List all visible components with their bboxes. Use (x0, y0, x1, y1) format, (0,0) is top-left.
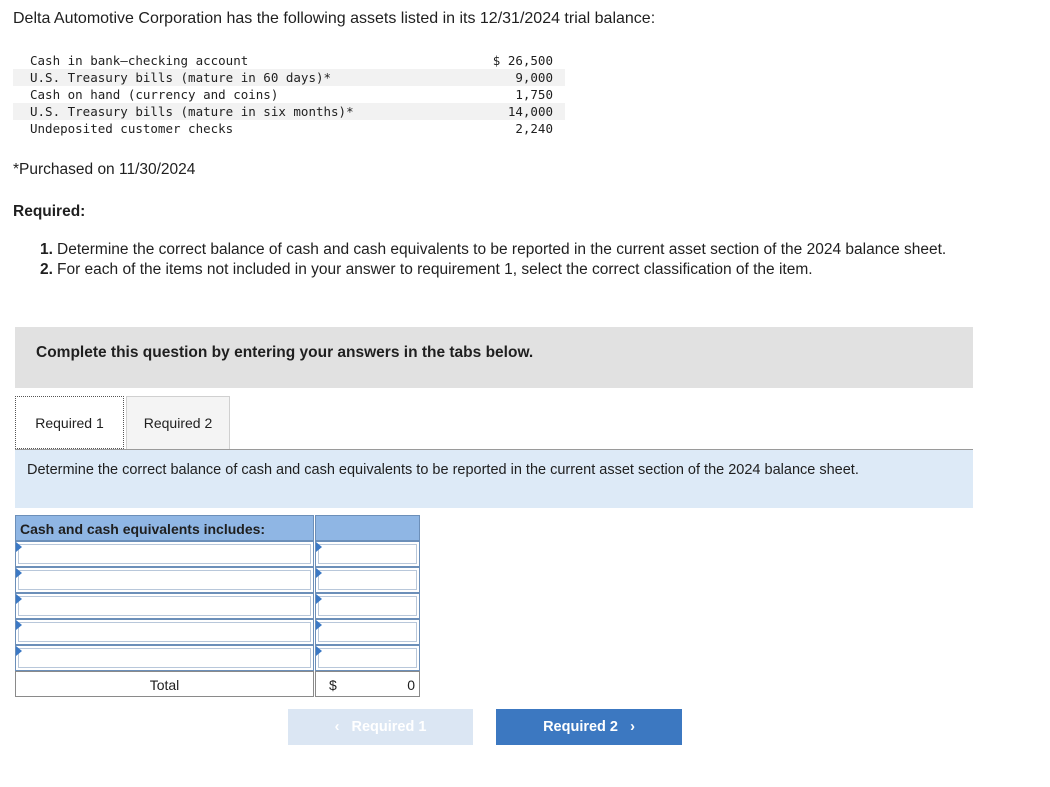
item-cell (15, 645, 314, 671)
grid-header-row (15, 515, 420, 541)
requirement-item (40, 260, 1040, 280)
total-value-cell (315, 671, 420, 697)
total-row (15, 671, 420, 697)
total-value: 0 (407, 677, 415, 693)
ledger-label: Cash in bank—checking account (30, 53, 249, 68)
item-cell (15, 567, 314, 593)
amount-input[interactable] (318, 648, 417, 668)
requirements-list (40, 240, 1040, 280)
input-flag-icon (316, 646, 322, 656)
ledger-row (13, 52, 565, 69)
grid-header-label: Cash and cash equivalents includes: (15, 515, 314, 541)
prev-button-label: Required 1 (351, 719, 427, 735)
item-input[interactable] (18, 544, 311, 564)
ledger-row (13, 120, 565, 137)
chevron-left-icon: ‹ (334, 719, 340, 735)
ledger-row (13, 69, 565, 86)
tab-required-1[interactable]: Required 1 (15, 396, 124, 449)
input-flag-icon (16, 646, 22, 656)
amount-input[interactable] (318, 570, 417, 590)
input-flag-icon (16, 620, 22, 630)
problem-intro: Delta Automotive Corporation has the following assets listed in its 12/31/2024 trial balance: (13, 10, 656, 27)
requirement-text: For each of the items not included in your answer to requirement 1, select the correct classification of the item. (57, 261, 813, 278)
ledger-amount: 9,000 (515, 70, 553, 85)
ledger-amount: 2,240 (515, 121, 553, 136)
amount-input[interactable] (318, 596, 417, 616)
chevron-right-icon: › (630, 719, 635, 735)
required-heading: Required: (13, 203, 86, 220)
footnote: *Purchased on 11/30/2024 (13, 161, 196, 178)
ledger-amount: 14,000 (507, 104, 553, 119)
ledger-amount: $ 26,500 (492, 53, 553, 68)
input-flag-icon (16, 568, 22, 578)
input-flag-icon (316, 594, 322, 604)
item-cell (15, 593, 314, 619)
ledger-row (13, 86, 565, 103)
answer-grid (15, 515, 420, 697)
amount-cell (315, 541, 420, 567)
answer-row (15, 593, 420, 619)
ledger-label: Undeposited customer checks (30, 121, 234, 136)
input-flag-icon (316, 568, 322, 578)
tab-required-2[interactable]: Required 2 (126, 396, 230, 449)
answer-row (15, 645, 420, 671)
trial-balance-list (13, 52, 565, 137)
answer-row (15, 619, 420, 645)
requirement-text: Determine the correct balance of cash and cash equivalents to be reported in the current asset section of the 2024 balance sheet. (57, 241, 947, 258)
item-input[interactable] (18, 622, 311, 642)
ledger-amount: 1,750 (515, 87, 553, 102)
ledger-label: U.S. Treasury bills (mature in 60 days)* (30, 70, 332, 85)
grid-header-amount (315, 515, 420, 541)
input-flag-icon (316, 542, 322, 552)
amount-cell (315, 645, 420, 671)
item-input[interactable] (18, 596, 311, 616)
tab-instruction: Determine the correct balance of cash and cash equivalents to be reported in the current asset section of the 2024 balance sheet. (15, 450, 973, 508)
requirement-number: 1. (40, 241, 53, 258)
item-input[interactable] (18, 648, 311, 668)
next-required-button[interactable] (496, 709, 682, 745)
amount-input[interactable] (318, 622, 417, 642)
amount-cell (315, 567, 420, 593)
item-cell (15, 541, 314, 567)
prev-required-button[interactable] (288, 709, 473, 745)
ledger-row (13, 103, 565, 120)
next-button-label: Required 2 (543, 719, 618, 735)
answer-row (15, 541, 420, 567)
item-cell (15, 619, 314, 645)
requirement-number: 2. (40, 261, 53, 278)
total-currency: $ (329, 677, 337, 693)
total-label: Total (15, 671, 314, 697)
amount-input[interactable] (318, 544, 417, 564)
item-input[interactable] (18, 570, 311, 590)
input-flag-icon (16, 542, 22, 552)
amount-cell (315, 593, 420, 619)
input-flag-icon (316, 620, 322, 630)
ledger-label: Cash on hand (currency and coins) (30, 87, 279, 102)
requirement-item (40, 240, 1040, 260)
amount-cell (315, 619, 420, 645)
tab-bar (15, 396, 230, 449)
answer-row (15, 567, 420, 593)
ledger-label: U.S. Treasury bills (mature in six months)* (30, 104, 354, 119)
instructions-banner: Complete this question by entering your answers in the tabs below. (15, 327, 973, 388)
input-flag-icon (16, 594, 22, 604)
